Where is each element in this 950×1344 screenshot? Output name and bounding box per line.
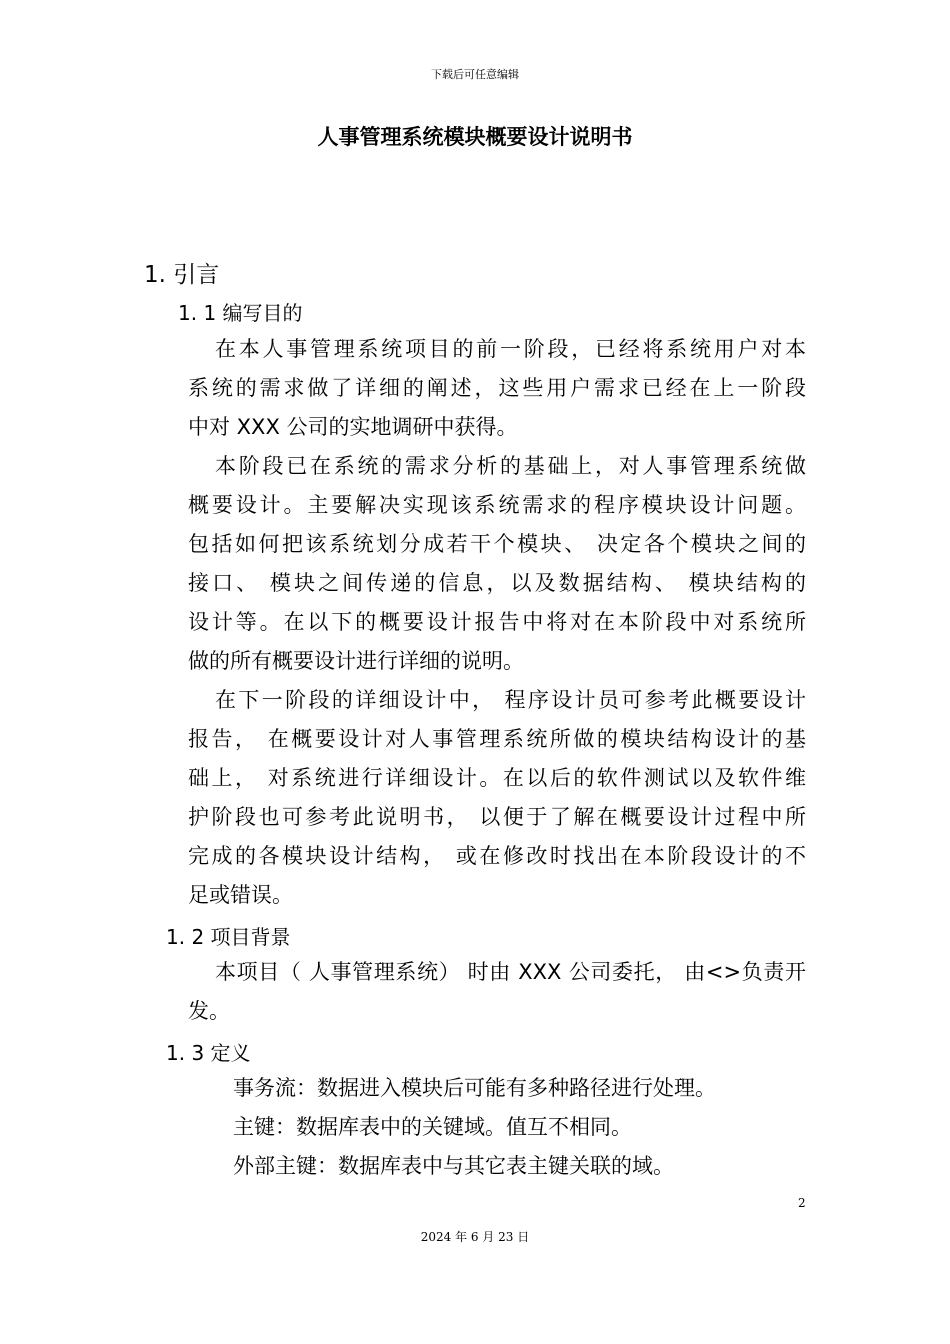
document-title: 人事管理系统模块概要设计说明书 [317, 125, 633, 149]
paragraph-line: 完成的各模块设计结构， 或在修改时找出在本阶段设计的不 [188, 844, 806, 868]
paragraph-line: 中对 XXX 公司的实地调研中获得。 [188, 415, 518, 439]
paragraph-line: 本项目（ 人事管理系统） 时由 XXX 公司委托， 由<>负责开 [215, 960, 806, 984]
paragraph-line: 包括如何把该系统划分成若干个模块、 决定各个模块之间的 [188, 532, 806, 556]
paragraph-line: 系统的需求做了详细的阐述，这些用户需求已经在上一阶段 [188, 376, 806, 400]
paragraph-line: 设计等。在以下的概要设计报告中将对在本阶段中对系统所 [188, 610, 806, 634]
paragraph-line: 发。 [188, 999, 230, 1023]
paragraph-line: 在下一阶段的详细设计中， 程序设计员可参考此概要设计 [215, 688, 806, 712]
section-1-2-heading: 1. 2 项目背景 [166, 925, 291, 949]
paragraph-line: 接口、 模块之间传递的信息，以及数据结构、 模块结构的 [188, 571, 806, 595]
section-1-1-heading: 1. 1 编写目的 [178, 301, 303, 325]
footer-date: 2024 年 6 月 23 日 [420, 1230, 530, 1244]
paragraph-line: 报告， 在概要设计对人事管理系统所做的模块结构设计的基 [188, 727, 806, 751]
paragraph-line: 础上， 对系统进行详细设计。在以后的软件测试以及软件维 [188, 766, 806, 790]
page-number: 2 [798, 1196, 806, 1210]
paragraph-line: 在本人事管理系统项目的前一阶段，已经将系统用户对本 [215, 337, 806, 361]
section-1-heading: 1. 引言 [144, 262, 220, 288]
paragraph-line: 足或错误。 [188, 883, 293, 907]
paragraph-line: 做的所有概要设计进行详细的说明。 [188, 649, 524, 673]
paragraph-line: 本阶段已在系统的需求分析的基础上，对人事管理系统做 [215, 454, 806, 478]
page-header-note: 下载后可任意编辑 [431, 68, 519, 81]
definition-item: 外部主键：数据库表中与其它表主键关联的域。 [233, 1154, 674, 1178]
paragraph-line: 护阶段也可参考此说明书， 以便于了解在概要设计过程中所 [188, 805, 806, 829]
section-1-3-heading: 1. 3 定义 [166, 1041, 251, 1065]
definition-item: 事务流：数据进入模块后可能有多种路径进行处理。 [233, 1076, 716, 1100]
paragraph-line: 概要设计。主要解决实现该系统需求的程序模块设计问题。 [188, 493, 806, 517]
definition-item: 主键：数据库表中的关键域。值互不相同。 [233, 1115, 632, 1139]
